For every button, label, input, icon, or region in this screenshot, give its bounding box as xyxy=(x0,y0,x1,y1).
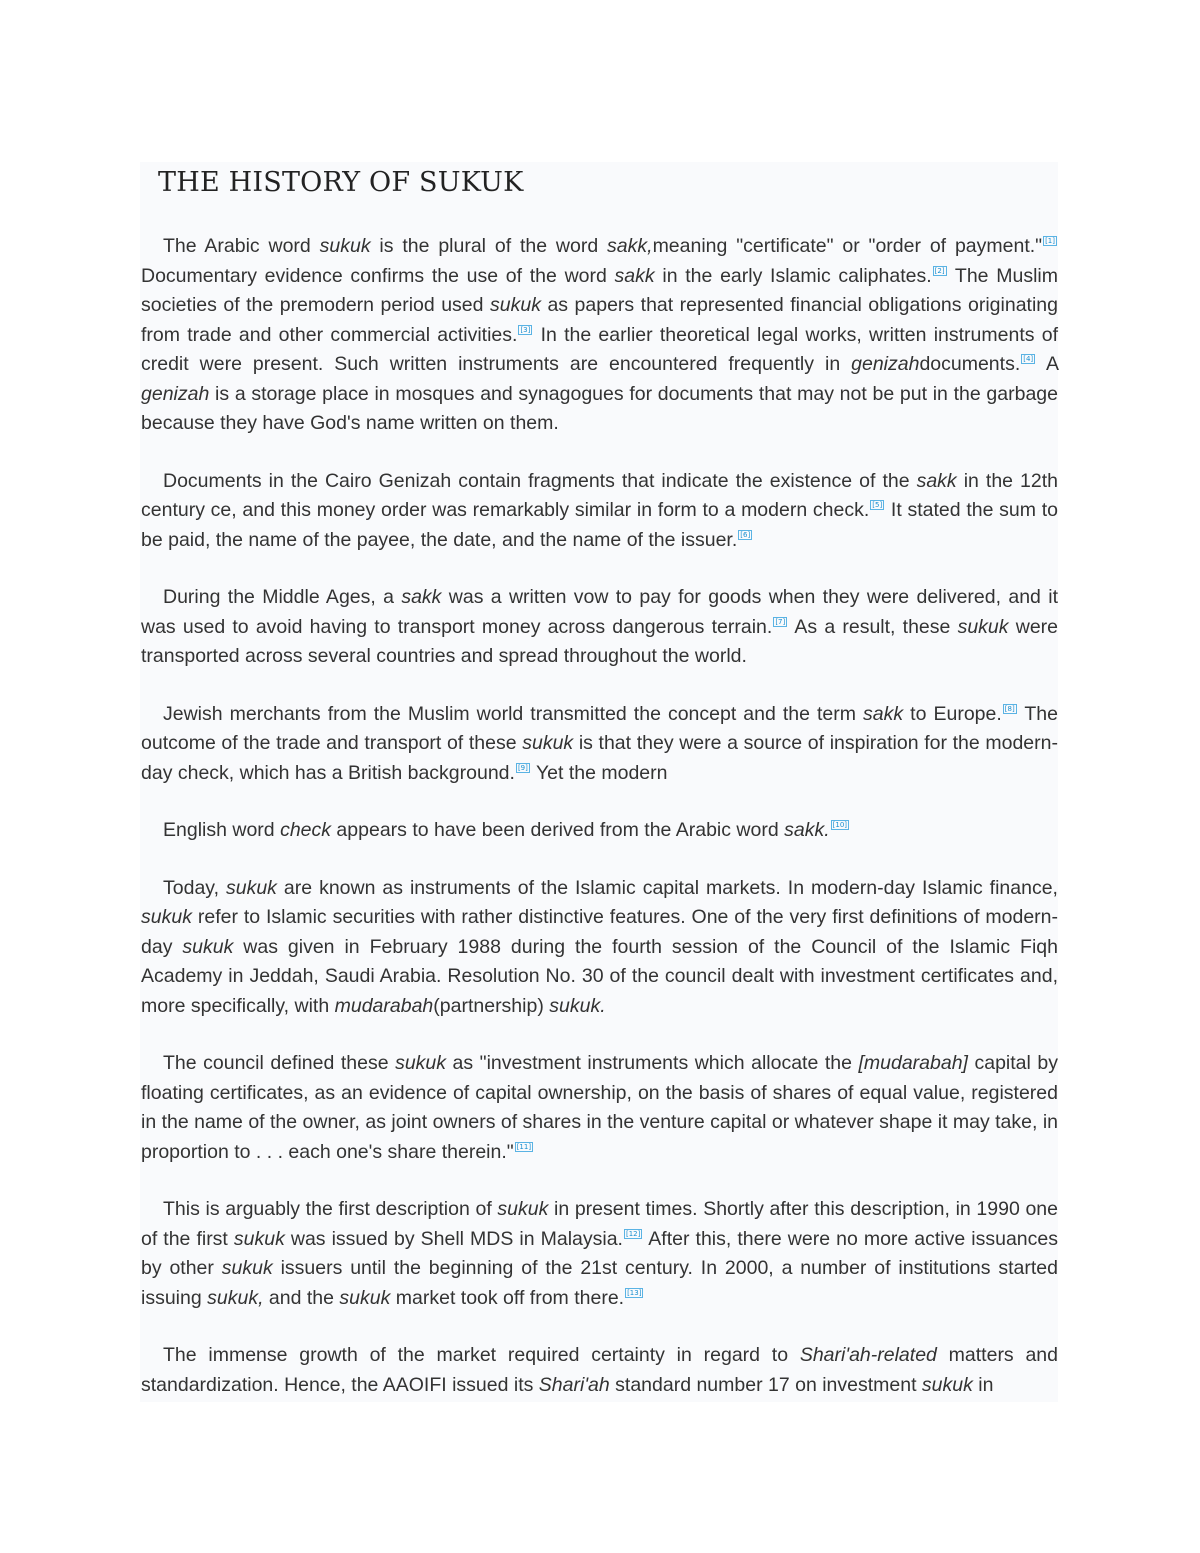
text: was given in February 1988 during the fourth session of the Council of the Islamic Fiqh Academy in Jeddah, Saudi Arabia. Resolution No. 30 of the council dealt with investment certificates and, more specifically, with xyxy=(141,935,1058,1017)
text: meaning "certificate" or "order of payment." xyxy=(652,235,1043,257)
text: is that they were a source of inspiration for the modern-day check, which has a British background. xyxy=(141,732,1058,784)
text: in xyxy=(972,1373,994,1396)
paragraph-5 xyxy=(141,816,1058,846)
text: During the Middle Ages, a xyxy=(163,586,402,608)
italic-term: Shari'ah-related xyxy=(799,1344,937,1366)
italic-term: sukuk xyxy=(339,1286,391,1309)
text: In the earlier theoretical legal works, written instruments of credit were present. Such written instruments are encountered frequently in xyxy=(141,323,1058,375)
text: Jewish merchants from the Muslim world transmitted the concept and the term xyxy=(163,702,864,725)
footnote-ref-2[interactable]: [2] xyxy=(934,266,945,275)
text: in the 12th century ce, and this money order was remarkably similar in form to a modern check. xyxy=(141,469,1058,521)
italic-term: sukuk xyxy=(233,1227,285,1250)
text: capital by floating certificates, as an evidence of capital ownership, on the basis of shares of equal value, registered in the name of the owner, as joint owners of shares in the venture capital or whatever shape it may take, in proportion to . . . each one's share therein." xyxy=(141,1052,1059,1163)
text: Documents in the Cairo Genizah contain fragments that indicate the existence of the xyxy=(163,469,917,492)
text: in the early Islamic caliphates. xyxy=(654,264,932,287)
text: to Europe. xyxy=(903,702,1002,725)
text: The outcome of the trade and transport of these xyxy=(141,702,1058,754)
footnote-ref-13[interactable]: [13] xyxy=(627,1288,642,1297)
footnote-ref-4[interactable]: [4] xyxy=(1023,355,1034,363)
paragraph-6 xyxy=(141,874,1058,1022)
italic-term: sukuk xyxy=(225,876,277,899)
text: After this, there were no more active issuances by other xyxy=(141,1227,1058,1279)
paragraph-7 xyxy=(141,1049,1058,1167)
text: are known as instruments of the Islamic capital markets. In modern-day Islamic finance, xyxy=(276,876,1058,899)
italic-term: mudarabah xyxy=(334,994,434,1017)
footnote-ref-6[interactable]: [6] xyxy=(740,530,751,539)
paragraph-8 xyxy=(141,1195,1058,1313)
text: issuers until the beginning of the 21st century. In 2000, a number of institutions started issuing xyxy=(141,1257,1058,1309)
paragraph-4 xyxy=(141,700,1058,789)
text: standard number 17 on investment xyxy=(609,1373,922,1396)
italic-term: sukuk xyxy=(921,1373,973,1396)
italic-term: sakk. xyxy=(784,819,830,841)
text: appears to have been derived from the Arabic word xyxy=(331,819,785,841)
text: refer to Islamic securities with rather distinctive features. One of the very first definitions of modern-day xyxy=(141,906,1058,958)
paragraph-2 xyxy=(141,467,1058,556)
paragraph-9 xyxy=(141,1341,1058,1400)
text: documents. xyxy=(919,353,1021,375)
italic-term: Shari'ah xyxy=(538,1373,610,1396)
italic-term: sakk, xyxy=(607,235,653,257)
footnote-ref-5[interactable]: [5] xyxy=(872,501,883,509)
italic-term: sukuk xyxy=(395,1052,447,1074)
text: (partnership) xyxy=(433,994,550,1017)
text: Yet the modern xyxy=(530,761,668,784)
italic-term: sukuk xyxy=(319,235,371,257)
text: and the xyxy=(263,1286,340,1309)
text: The immense growth of the market required certainty in regard to xyxy=(163,1344,800,1366)
italic-term: sakk xyxy=(863,702,904,725)
text: Documentary evidence confirms the use of the word xyxy=(141,264,615,287)
text: was issued by Shell MDS in Malaysia. xyxy=(284,1227,623,1250)
footnote-ref-8[interactable]: [8] xyxy=(1004,704,1015,713)
italic-term: check xyxy=(280,819,332,841)
text: is a storage place in mosques and synagogues for documents that may not be put in the garbage because they have God's name written on them. xyxy=(141,382,1058,434)
text: It stated the sum to be paid, the name of the payee, the date, and the name of the issuer. xyxy=(141,499,1058,551)
text: as "investment instruments which allocate the xyxy=(446,1052,859,1074)
footnote-ref-9[interactable]: [9] xyxy=(517,763,528,772)
italic-term: sakk xyxy=(401,586,442,608)
text: As a result, these xyxy=(788,615,958,638)
text: The council defined these xyxy=(163,1052,396,1074)
italic-term: genizah xyxy=(851,353,920,375)
document-title: THE HISTORY OF SUKUK xyxy=(158,167,524,198)
italic-term: genizah xyxy=(141,382,210,405)
italic-term: sakk xyxy=(614,264,655,287)
footnote-ref-7[interactable]: [7] xyxy=(775,617,786,626)
text: in present times. Shortly after this description, in 1990 one of the first xyxy=(141,1198,1058,1250)
italic-term: sukuk xyxy=(497,1198,549,1220)
paragraph-3 xyxy=(141,583,1058,672)
italic-term: sukuk. xyxy=(549,994,606,1017)
italic-term: sukuk xyxy=(490,294,541,316)
italic-term: sukuk xyxy=(957,615,1009,638)
italic-term: sukuk xyxy=(141,906,192,928)
text: This is arguably the first description of xyxy=(163,1198,498,1220)
footnote-ref-10[interactable]: [10] xyxy=(832,821,848,829)
footnote-ref-3[interactable]: [3] xyxy=(520,325,531,334)
italic-term: sukuk xyxy=(221,1257,273,1279)
text: English word xyxy=(163,819,281,841)
text: A xyxy=(1036,353,1058,375)
document-body xyxy=(141,232,1058,1428)
text: market took off from there. xyxy=(390,1286,625,1309)
italic-term: [mudarabah] xyxy=(858,1052,968,1074)
text: as papers that represented financial obligations originating from trade and other commercial activities. xyxy=(141,294,1058,346)
italic-term: sukuk xyxy=(522,732,574,754)
text: was a written vow to pay for goods when they were delivered, and it was used to avoid having to transport money across dangerous terrain. xyxy=(141,586,1058,638)
italic-term: sakk xyxy=(916,469,957,492)
footnote-ref-11[interactable]: [11] xyxy=(516,1142,532,1151)
text: were transported across several countries and spread throughout the world. xyxy=(141,615,1058,667)
text: The Muslim societies of the premodern period used xyxy=(141,264,1058,316)
paragraph-1 xyxy=(141,232,1058,439)
text: matters and standardization. Hence, the AAOIFI issued its xyxy=(141,1344,1058,1396)
text: The Arabic word xyxy=(163,235,320,257)
text: Today, xyxy=(163,876,226,899)
italic-term: sukuk, xyxy=(207,1286,264,1309)
footnote-ref-12[interactable]: [12] xyxy=(625,1229,641,1238)
italic-term: sukuk xyxy=(182,935,234,958)
footnote-ref-1[interactable]: [1] xyxy=(1045,237,1055,245)
text: is the plural of the word xyxy=(370,235,608,257)
